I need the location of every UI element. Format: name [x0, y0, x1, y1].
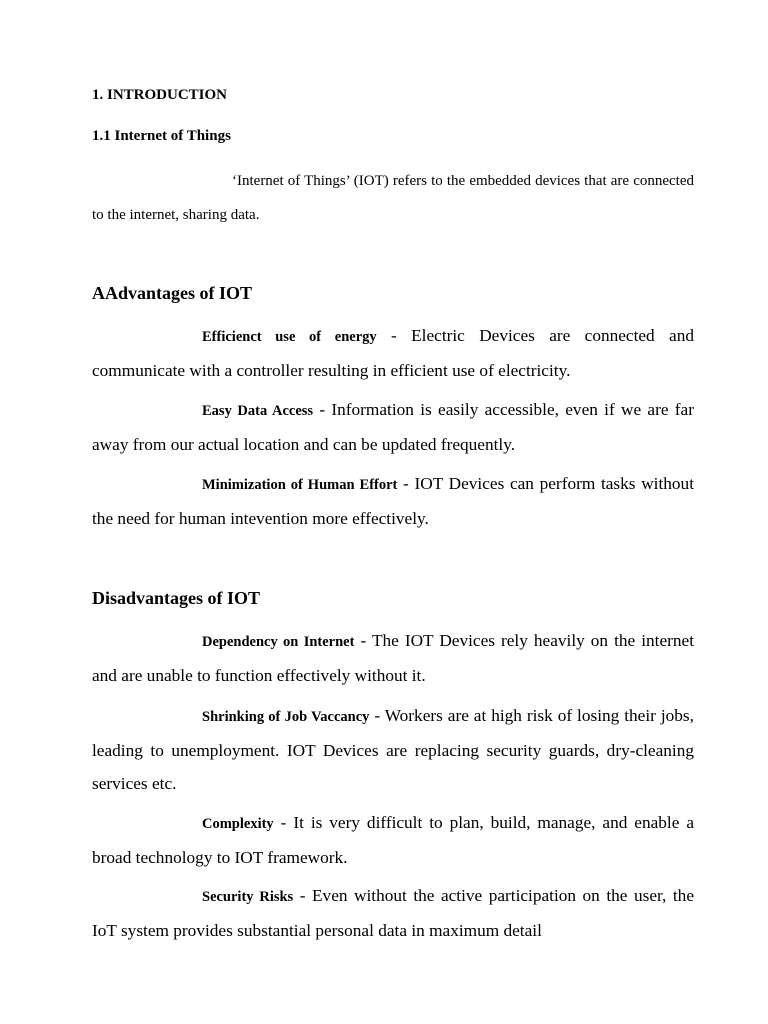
disadvantage-item	[92, 699, 694, 800]
advantage-item	[92, 319, 694, 387]
advantage-text: Electric Devices are connected and communicate with a controller resulting in efficient use of electricity.	[92, 326, 694, 380]
term-separator: -	[376, 326, 412, 345]
section-heading-introduction: 1. INTRODUCTION	[92, 87, 228, 103]
disadvantage-item	[92, 879, 694, 947]
disadvantage-text: It is very difficult to plan, build, manage, and enable a broad technology to IOT framework.	[92, 813, 694, 867]
advantage-item	[92, 393, 694, 461]
term-separator: -	[293, 886, 312, 905]
disadvantage-item	[92, 624, 694, 692]
term-separator: -	[369, 706, 385, 725]
disadvantages-heading: Disadvantages of IOT	[92, 588, 261, 608]
disadvantage-term: Dependency on Internet	[202, 634, 355, 650]
advantage-term: Easy Data Access	[202, 403, 314, 419]
term-separator: -	[397, 474, 415, 493]
advantage-term: Efficienct use of energy	[202, 329, 377, 345]
term-separator: -	[313, 400, 332, 419]
advantages-heading: AAdvantages of IOT	[92, 283, 253, 303]
disadvantage-text: Even without the active participation on the user, the IoT system provides substantial personal data in maximum detail	[92, 886, 694, 940]
disadvantage-text: Workers are at high risk of losing their jobs, leading to unemployment. IOT Devices are replacing security guards, dry-cleaning services etc.	[92, 706, 694, 793]
subsection-heading-iot: 1.1 Internet of Things	[92, 128, 231, 144]
advantage-text: Information is easily accessible, even if we are far away from our actual location and can be updated frequently.	[92, 400, 694, 454]
advantage-text: IOT Devices can perform tasks without the need for human intevention more effectively.	[92, 474, 694, 528]
intro-paragraph: ‘Internet of Things’ (IOT) refers to the embedded devices that are connected to the internet, sharing data.	[92, 173, 694, 223]
disadvantage-term: Shrinking of Job Vaccancy	[202, 709, 370, 725]
disadvantage-term: Security Risks	[202, 889, 294, 905]
disadvantage-text: The IOT Devices rely heavily on the internet and are unable to function effectively without it.	[92, 631, 695, 685]
term-separator: -	[273, 813, 294, 832]
term-separator: -	[354, 631, 372, 650]
advantage-item	[92, 467, 694, 535]
disadvantage-term: Complexity	[202, 816, 274, 832]
disadvantage-item	[92, 806, 694, 874]
advantage-term: Minimization of Human Effort	[202, 477, 398, 493]
